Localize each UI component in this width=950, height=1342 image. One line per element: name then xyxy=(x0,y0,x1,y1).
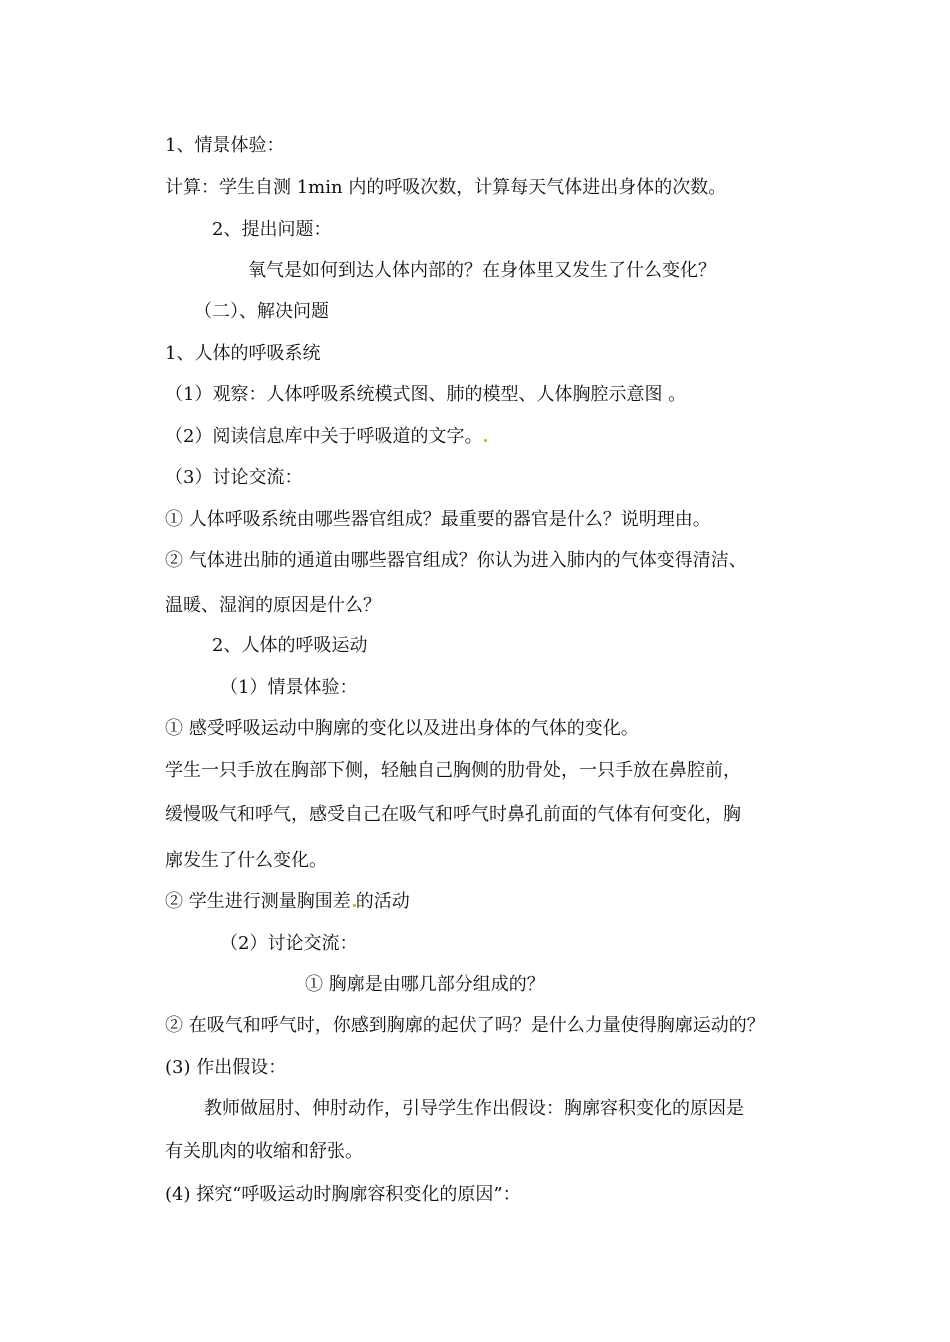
item-feel-changes: ① 感受呼吸运动中胸廓的变化以及进出身体的气体的变化。 xyxy=(165,718,639,739)
item-read xyxy=(165,425,487,449)
paragraph-teacher-continued: 有关肌肉的收缩和舒张。 xyxy=(165,1141,363,1162)
item-measure xyxy=(165,890,410,914)
item-scenario-experience: （1）情景体验： xyxy=(220,677,358,698)
question-1: ① 人体呼吸系统由哪些器官组成？最重要的器官是什么？说明理由。 xyxy=(165,509,711,530)
section-heading-respiratory-system: 1、人体的呼吸系统 xyxy=(165,343,321,364)
item-read-text: （2）阅读信息库中关于呼吸道的文字。 xyxy=(165,426,483,447)
question-2: ② 气体进出肺的通道由哪些器官组成？你认为进入肺内的气体变得清洁、 xyxy=(165,550,747,571)
item-observe: （1）观察：人体呼吸系统模式图、肺的模型、人体胸腔示意图 。 xyxy=(165,384,687,405)
item-explore: (4) 探究“呼吸运动时胸廓容积变化的原因”： xyxy=(165,1184,521,1205)
paragraph-teacher: 教师做屈肘、伸肘动作，引导学生作出假设：胸廓容积变化的原因是 xyxy=(204,1098,744,1119)
highlight-dot xyxy=(484,439,487,442)
section-heading-scenario: 1、情景体验： xyxy=(165,135,285,156)
item-discuss-2: （2）讨论交流： xyxy=(220,933,358,954)
paragraph-calculation: 计算：学生自测 1min 内的呼吸次数，计算每天气体进出身体的次数。 xyxy=(165,177,727,198)
paragraph-instructions-3: 廓发生了什么变化。 xyxy=(165,850,327,871)
section-heading-question: 2、提出问题： xyxy=(212,219,332,240)
item-discuss: （3）讨论交流： xyxy=(165,467,303,488)
paragraph-instructions-1: 学生一只手放在胸部下侧，轻触自己胸侧的肋骨处，一只手放在鼻腔前， xyxy=(165,760,741,781)
question-breathing: ② 在吸气和呼气时，你感到胸廓的起伏了吗？是什么力量使得胸廓运动的？ xyxy=(165,1015,765,1036)
item-measure-text: ② 学生进行测量胸围差 xyxy=(165,891,351,912)
item-hypothesis: (3) 作出假设： xyxy=(165,1057,287,1078)
item-measure-text-end: 的活动 xyxy=(355,891,410,912)
section-heading-breathing-movement: 2、人体的呼吸运动 xyxy=(212,635,368,656)
question-2-continued: 温暖、湿润的原因是什么？ xyxy=(165,595,381,616)
paragraph-question: 氧气是如何到达人体内部的？在身体里又发生了什么变化？ xyxy=(248,260,716,281)
section-heading-solve: （二）、解决问题 xyxy=(194,301,329,322)
question-thorax: ① 胸廓是由哪几部分组成的？ xyxy=(305,974,545,995)
paragraph-instructions-2: 缓慢吸气和呼气，感受自己在吸气和呼气时鼻孔前面的气体有何变化，胸 xyxy=(165,804,741,825)
